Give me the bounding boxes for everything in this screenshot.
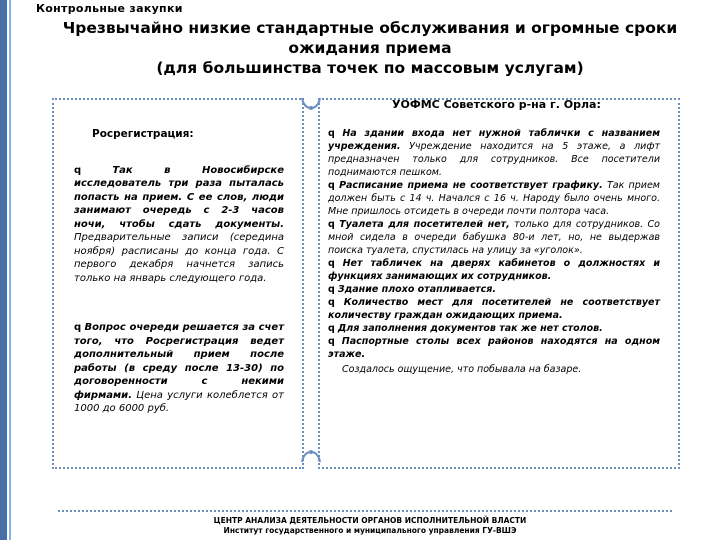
bullet-icon: q <box>328 258 335 269</box>
footer-divider <box>58 510 672 512</box>
bullet-icon: q <box>328 323 335 334</box>
right-item-7: q Для заполнения документов так же нет столов. <box>328 323 603 334</box>
right-item-5: q Здание плохо отапливается. <box>328 284 496 295</box>
right-item-2: q Расписание приема не соответствует графику. Так прием должен быть с 14 ч. Начался с 16 ч. Народу было очень много. Мне пришлось отсидеть в очереди почти полтора часа. <box>328 180 660 217</box>
footer <box>40 516 700 536</box>
brace-top-dot <box>309 106 313 110</box>
brace-connector-icon <box>300 90 322 470</box>
bullet-icon: q <box>74 322 82 333</box>
right-item-4: q Нет табличек на дверях кабинетов о должностях и функциях занимающих их сотрудников. <box>328 258 660 282</box>
bullet-icon: q <box>328 180 335 191</box>
right-section-header: УОФМС Советского р-на г. Орла: <box>392 98 601 111</box>
right-item-6: q Количество мест для посетителей не соответствует количеству граждан ожидающих приема. <box>328 297 660 321</box>
right-item-3: q Туалета для посетителей нет, только для сотрудников. Со мной сидела в очереди бабушка 80-и лет, но, не выдержав поиска туалета, спустилась на улицу за «уголок». <box>328 219 660 256</box>
bullet-icon: q <box>328 336 335 347</box>
section-label: Контрольные закупки <box>36 2 183 15</box>
page-title <box>40 18 700 78</box>
left-item-1: q Так в Новосибирске исследователь три раза пыталась попасть на прием. С ее слов, люди занимают очередь с 2-3 часов ночи, чтобы сдать документы. Предварительные записи (середина ноября) расписаны до конца года. С первого декабря начнется запись только на январь следующего года. <box>74 164 284 284</box>
right-item-8: q Паспортные столы всех районов находятся на одном этаже. <box>328 336 660 360</box>
bullet-icon: q <box>328 219 335 230</box>
right-item-1: q На здании входа нет нужной таблички с названием учреждения. Учреждение находится на 5 этаже, а лифт предназначен только для сотрудников. Все посетители поднимаются пешком. <box>328 128 660 178</box>
left-column <box>74 128 284 416</box>
title-line-3: (для большинства точек по массовым услугам) <box>156 59 584 77</box>
bullet-icon: q <box>328 128 335 139</box>
right-closing-note: Создалось ощущение, что побывала на базаре. <box>342 364 582 375</box>
title-line-2: ожидания приема <box>288 39 452 57</box>
bullet-icon: q <box>328 297 335 308</box>
brace-bottom-dot <box>309 450 313 454</box>
title-line-1: Чрезвычайно низкие стандартные обслуживания и огромные сроки <box>62 19 678 37</box>
right-column <box>328 127 660 376</box>
left-section-header: Росрегистрация: <box>92 128 194 140</box>
bullet-icon: q <box>328 284 335 295</box>
footer-line-1: ЦЕНТР АНАЛИЗА ДЕЯТЕЛЬНОСТИ ОРГАНОВ ИСПОЛНИТЕЛЬНОЙ ВЛАСТИ <box>213 516 527 525</box>
left-item-2: q Вопрос очереди решается за счет того, что Росрегистрация ведет дополнительный прием после работы (в среду после 13-30) по договоренности с некими фирмами. Цена услуги колеблется от 1000 до 6000 руб. <box>74 322 284 414</box>
footer-line-2: Институт государственного и муниципального управления ГУ-ВШЭ <box>223 526 517 535</box>
left-accent-stripe <box>9 0 11 540</box>
left-accent-bar <box>0 0 7 540</box>
bullet-icon: q <box>74 164 82 176</box>
